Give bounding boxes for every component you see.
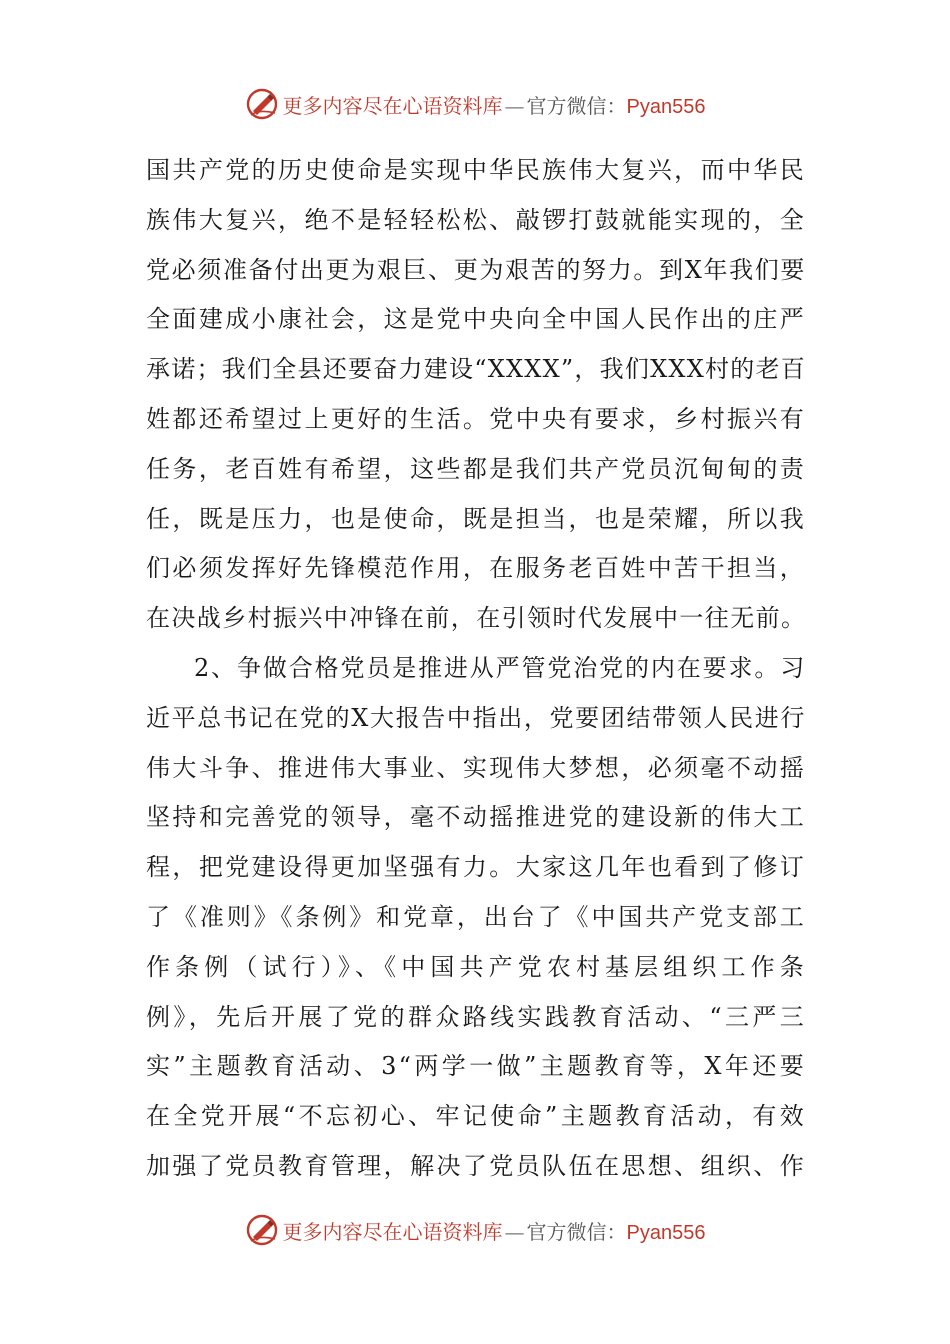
text-line: 坚持和完善党的领导，毫不动摇推进党的建设新的伟大工 <box>146 803 806 832</box>
paragraph-2 <box>146 644 806 1192</box>
watermark-separator: — <box>504 1219 525 1244</box>
text-line: 在决战乡村振兴中冲锋在前，在引领时代发展中一往无前。 <box>146 604 807 633</box>
footer-watermark <box>0 1210 950 1250</box>
text-line: 了《准则》《条例》和党章，出台了《中国共产党支部工 <box>146 902 806 931</box>
header-watermark <box>0 84 950 124</box>
text-line: 国共产党的历史使命是实现中华民族伟大复兴，而中华民 <box>146 156 806 184</box>
document-body <box>146 146 806 1192</box>
pen-circle-logo-icon <box>245 1213 279 1247</box>
watermark-wechat-label: 官方微信： <box>526 1219 627 1244</box>
text-line: 例》，先后开展了党的群众路线实践教育活动、“三严三 <box>146 1002 806 1031</box>
watermark-wechat-id: Pyan556 <box>626 1221 706 1244</box>
watermark-wechat-id: Pyan556 <box>626 95 706 118</box>
watermark-main: 更多内容尽在心语资料库 <box>282 1219 503 1244</box>
text-line: 作条例（试行）》、《中国共产党农村基层组织工作条 <box>146 952 806 981</box>
watermark-separator: — <box>504 93 525 118</box>
text-line: 实”主题教育活动、3“两学一做”主题教育等，X年还要 <box>146 1052 806 1081</box>
text-line: 加强了党员教育管理，解决了党员队伍在思想、组织、作 <box>146 1151 806 1180</box>
text-line: 伟大斗争、推进伟大事业、实现伟大梦想，必须毫不动摇 <box>146 753 806 782</box>
text-line: 承诺；我们全县还要奋力建设“XXXX”，我们XXX村的老百 <box>146 355 806 384</box>
paragraph-1 <box>146 146 806 644</box>
text-line: 全面建成小康社会，这是党中央向全中国人民作出的庄严 <box>146 305 806 334</box>
text-line: 近平总书记在党的X大报告中指出，党要团结带领人民进行 <box>146 703 806 732</box>
watermark-wechat-label: 官方微信： <box>526 93 627 118</box>
watermark-text <box>283 1216 706 1245</box>
text-line: 党必须准备付出更为艰巨、更为艰苦的努力。到X年我们要 <box>146 255 806 284</box>
text-line: 程，把党建设得更加坚强有力。大家这几年也看到了修订 <box>146 853 806 882</box>
text-line: 2、争做合格党员是推进从严管党治党的内在要求。习 <box>194 653 806 682</box>
text-line: 任，既是压力，也是使命，既是担当，也是荣耀，所以我 <box>146 504 806 533</box>
pen-circle-logo-icon <box>245 87 279 121</box>
watermark-main: 更多内容尽在心语资料库 <box>282 93 503 118</box>
text-line: 族伟大复兴，绝不是轻轻松松、敲锣打鼓就能实现的，全 <box>146 205 806 234</box>
text-line: 姓都还希望过上更好的生活。党中央有要求，乡村振兴有 <box>146 404 806 433</box>
text-line: 们必须发挥好先锋模范作用，在服务老百姓中苦干担当， <box>146 554 806 583</box>
text-line: 在全党开展“不忘初心、牢记使命”主题教育活动，有效 <box>146 1102 806 1131</box>
text-line: 任务，老百姓有希望，这些都是我们共产党员沉甸甸的责 <box>146 454 806 483</box>
watermark-text <box>283 90 706 119</box>
